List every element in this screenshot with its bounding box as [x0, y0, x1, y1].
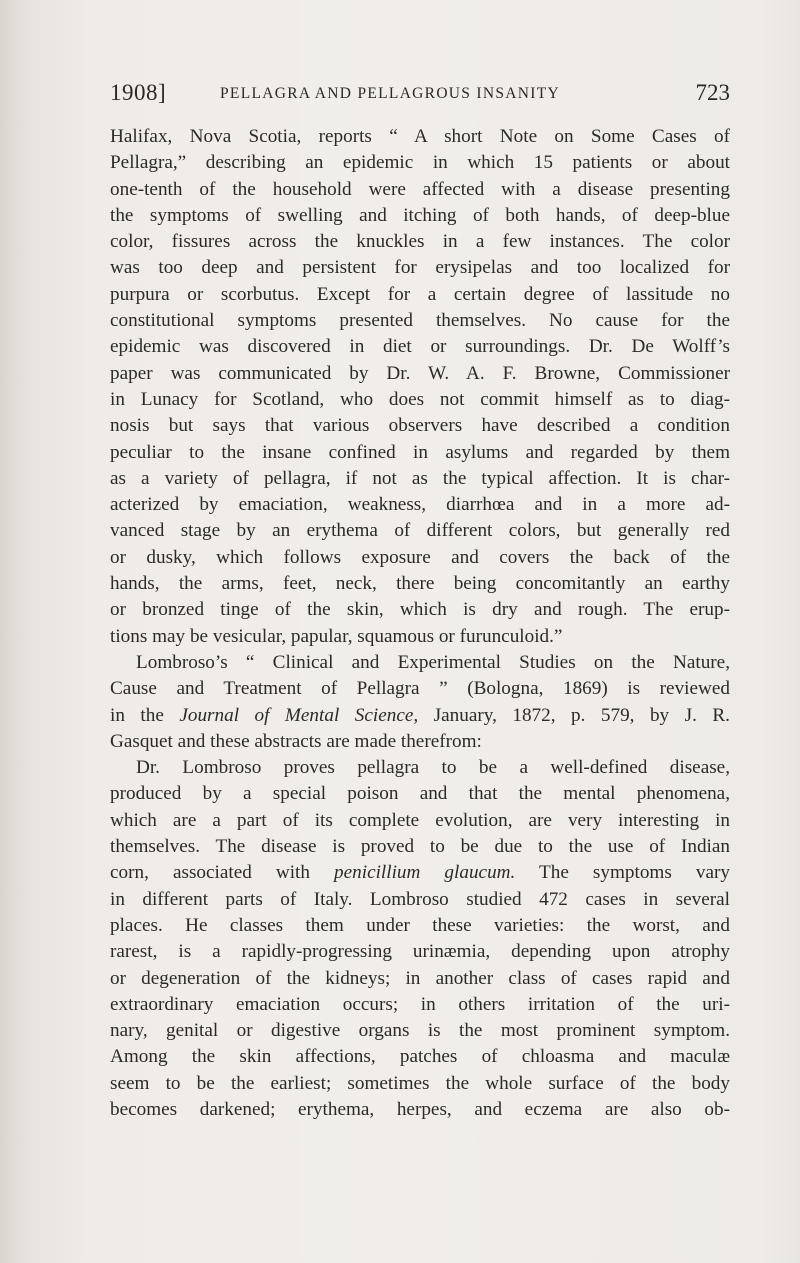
running-title: PELLAGRA AND PELLAGROUS INSANITY: [220, 85, 560, 102]
species-name: penicillium glaucum.: [334, 862, 516, 884]
text-line: acterized by emaciation, weakness, diarrhœa and in a more ad-: [110, 494, 730, 516]
text-line: Halifax, Nova Scotia, reports “ A short Note on Some Cases of: [110, 126, 730, 147]
text-line: nosis but says that various observers have described a condition: [110, 415, 730, 437]
text-line: seem to be the earliest; sometimes the whole surface of the body: [110, 1072, 730, 1094]
text-line: or dusky, which follows exposure and covers the back of the: [110, 546, 730, 568]
text-line: color, fissures across the knuckles in a few instances. The color: [110, 231, 730, 253]
text-line: was too deep and persistent for erysipelas and too localized for: [110, 257, 730, 279]
text-line: Among the skin affections, patches of chloasma and maculæ: [110, 1046, 730, 1068]
text-line: constitutional symptoms presented themselves. No cause for the: [110, 310, 730, 332]
text-line: becomes darkened; erythema, herpes, and eczema are also ob-: [110, 1098, 730, 1120]
text-line: Cause and Treatment of Pellagra ” (Bologna, 1869) is reviewed: [110, 678, 730, 700]
text-line: produced by a special poison and that the mental phenomena,: [110, 783, 730, 805]
text-line: rarest, is a rapidly-progressing urinæmia, depending upon atrophy: [110, 941, 730, 963]
text-line: vanced stage by an erythema of different colors, but generally red: [110, 520, 730, 542]
text-line: epidemic was discovered in diet or surroundings. Dr. De Wolff’s: [110, 336, 730, 358]
text-line: or degeneration of the kidneys; in another class of cases rapid and: [110, 967, 730, 989]
text-line: Lombroso’s “ Clinical and Experimental Studies on the Nature,: [136, 651, 730, 673]
text-line: one-tenth of the household were affected with a disease presenting: [110, 178, 730, 200]
text-line: which are a part of its complete evolution, are very interesting in: [110, 809, 730, 831]
text-line: peculiar to the insane confined in asylums and regarded by them: [110, 441, 730, 463]
text-line: places. He classes them under these varieties: the worst, and: [110, 914, 730, 936]
text-line: corn, associated with penicillium glaucum. The symptoms vary: [110, 862, 730, 884]
text-line: nary, genital or digestive organs is the most prominent symptom.: [110, 1020, 730, 1042]
journal-title: Journal of Mental Science,: [179, 704, 419, 726]
text-line: purpura or scorbutus. Except for a certain degree of lassitude no: [110, 283, 730, 305]
text-line: in different parts of Italy. Lombroso studied 472 cases in several: [110, 888, 730, 910]
text-line: themselves. The disease is proved to be due to the use of Indian: [110, 836, 730, 858]
page-header: [110, 80, 730, 114]
text-line: Gasquet and these abstracts are made therefrom:: [110, 730, 482, 752]
page-number: 723: [695, 80, 730, 105]
text-line: extraordinary emaciation occurs; in others irritation of the uri-: [110, 993, 730, 1015]
text-line: paper was communicated by Dr. W. A. F. Browne, Commissioner: [110, 362, 730, 384]
header-year: 1908]: [110, 80, 167, 105]
text-line: in the Journal of Mental Science, January, 1872, p. 579, by J. R.: [110, 704, 730, 726]
body-text: [110, 124, 730, 1123]
text-line: or bronzed tinge of the skin, which is dry and rough. The erup-: [110, 599, 730, 621]
text-line: Pellagra,” describing an epidemic in which 15 patients or about: [110, 152, 730, 174]
text-line: Dr. Lombroso proves pellagra to be a well-defined disease,: [136, 757, 730, 779]
text-line: hands, the arms, feet, neck, there being concomitantly an earthy: [110, 573, 730, 595]
text-line: tions may be vesicular, papular, squamous or furunculoid.”: [110, 625, 563, 647]
text-line: as a variety of pellagra, if not as the typical affection. It is char-: [110, 467, 730, 489]
text-line: in Lunacy for Scotland, who does not commit himself as to diag-: [110, 388, 730, 410]
text-line: the symptoms of swelling and itching of both hands, of deep-blue: [110, 204, 730, 226]
